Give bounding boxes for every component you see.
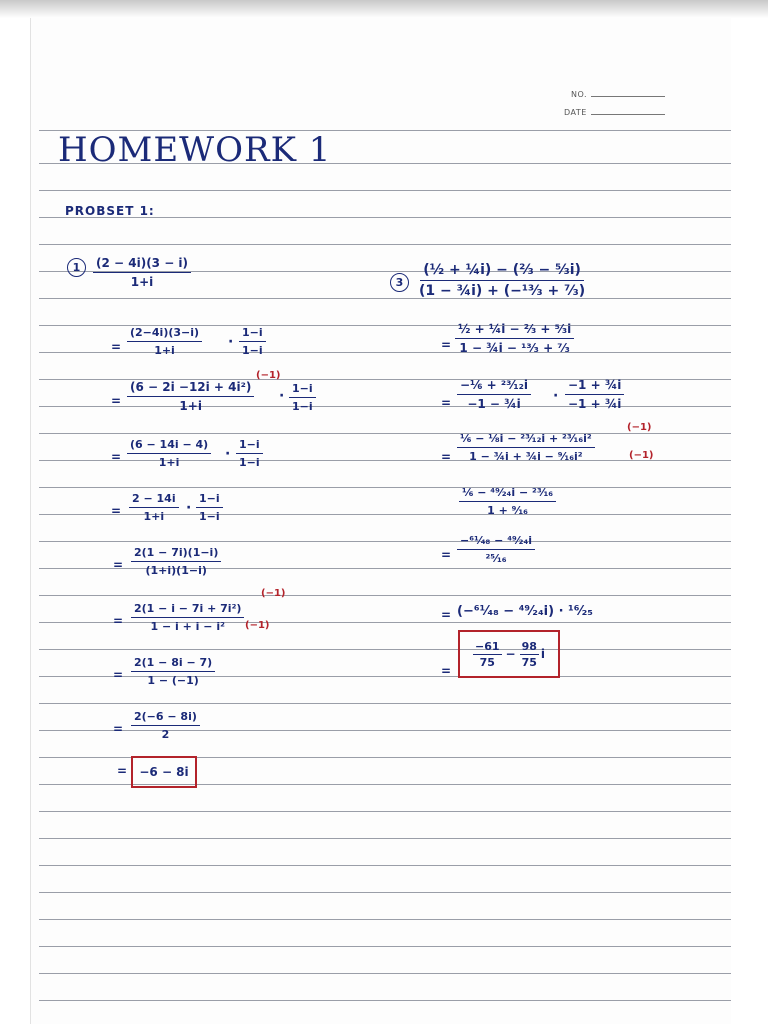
p1-step-4-den: 1+i [158,456,180,469]
p1-step-2-den: 1+i [154,344,175,357]
ruled-line [39,865,731,866]
page-title: HOMEWORK 1 [58,130,332,170]
p3-step-6 [457,534,535,565]
p1-step-3-mult [289,382,316,413]
p1-step-6-den: (1+i)(1−i) [145,564,207,577]
p1-step-4-mult-den: 1−i [239,456,260,469]
p1-step-9 [131,710,200,741]
ruled-line [39,595,731,596]
p3-step-4-num: ⅙ − ⅛i − ²³⁄₁₂i + ²³⁄₁₆i² [457,432,595,448]
p1-step-5-mult-den: 1−i [199,510,220,523]
p3-step-4 [457,432,595,463]
times-sign: · [186,500,192,516]
p3-step-1-den: (1 − ¾i) + (−¹³⁄₃ + ⁷⁄₃) [419,283,586,299]
ruled-line [39,811,731,812]
ruled-line [39,838,731,839]
p1-step-7 [131,602,244,633]
equals-sign: = [113,668,124,682]
no-label: NO. [571,90,587,99]
p1-step-8-num: 2(1 − 8i − 7) [131,656,215,672]
equals-sign: = [113,558,124,572]
minus-sign: − [505,647,516,661]
p1-step-4-num: (6 − 14i − 4) [127,438,211,454]
equals-sign: = [111,504,122,518]
equals-sign: = [441,664,452,678]
ruled-line [39,487,731,488]
problem-3-number: 3 [390,273,409,292]
p1-step-3-num: (6 − 2i −12i + 4i²) [127,380,254,397]
ruled-line [39,244,731,245]
p1-step-9-den: 2 [161,728,170,741]
ruled-line [39,703,731,704]
equals-sign: = [441,450,452,464]
equals-sign: = [441,608,452,622]
ruled-line [39,973,731,974]
p3-step-6-num: −⁶¹⁄₄₈ − ⁴⁹⁄₂₄i [457,534,535,550]
p3-step-7: (−⁶¹⁄₄₈ − ⁴⁹⁄₂₄i) · ¹⁶⁄₂₅ [457,604,594,619]
p1-answer: −6 − 8i [139,765,189,779]
ruled-line [39,433,731,434]
p1-step-4-mult [236,438,263,469]
p3-step-3 [457,378,531,411]
p1-answer-box [131,756,197,788]
p1-step-9-num: 2(−6 − 8i) [131,710,200,726]
p1-step-7-num: 2(1 − i − 7i + 7i²) [131,602,244,618]
p3-step-3-mult [565,378,624,411]
equals-sign: = [441,396,452,410]
p1-step-3-mult-den: 1−i [292,400,313,413]
p1-step-2-num: (2−4i)(3−i) [127,326,202,342]
p3-step-2-den: 1 − ¾i − ¹³⁄₃ + ⁷⁄₃ [459,341,570,355]
p1-step-3-mult-num: 1−i [289,382,316,398]
date-field [564,108,665,117]
p3-step-4-den: 1 − ¾i + ¾i − ⁹⁄₁₆i² [469,450,583,463]
equals-sign: = [111,340,122,354]
p3-step-4-note-num: (−1) [627,422,652,433]
p3-step-5-den: 1 + ⁹⁄₁₆ [487,504,528,517]
p3-step-5-num: ⅙ − ⁴⁹⁄₂₄i − ²³⁄₁₆ [459,486,556,502]
notebook-page [30,18,731,1024]
p1-step-5-mult [196,492,223,523]
p1-step-4 [127,438,211,469]
equals-sign: = [111,394,122,408]
p1-step-5-mult-num: 1−i [196,492,223,508]
ruled-line [39,946,731,947]
ruled-line [39,919,731,920]
p3-step-2 [455,322,574,355]
p1-step-7-den: 1 − i + i − i² [150,620,225,633]
p3-step-3-num: −⅙ + ²³⁄₁₂i [457,378,531,395]
page-top-edge [0,0,768,18]
p1-step-2-mult-den: 1−i [242,344,263,357]
p1-step-2 [127,326,202,357]
p3-answer-imag-num: 98 [521,639,537,653]
p1-step-7-note-num: (−1) [261,588,286,599]
equals-sign: = [441,338,452,352]
p1-step-5 [129,492,179,523]
p1-step-6 [131,546,221,577]
problem-1-number: 1 [67,258,86,277]
p1-step-2-mult [239,326,266,357]
ruled-line [39,298,731,299]
equals-sign: = [113,614,124,628]
equals-sign: = [441,548,452,562]
p3-step-3-mult-num: −1 + ¾i [565,378,624,395]
p3-answer-suffix: i [540,647,546,661]
p3-step-6-den: ²⁵⁄₁₆ [485,552,507,565]
p1-step-4-mult-num: 1−i [236,438,263,454]
times-sign: · [279,388,285,404]
p3-answer-imag-den: 75 [521,655,537,669]
p1-step-7-note-den: (−1) [245,620,270,631]
ruled-line [39,649,731,650]
date-label: DATE [564,108,587,117]
p3-answer-real [473,640,502,669]
p1-step-3-note: (−1) [256,370,281,381]
p1-step-6-num: 2(1 − 7i)(1−i) [131,546,221,562]
p1-step-5-num: 2 − 14i [129,492,179,508]
p1-step-1-den: 1+i [130,275,154,289]
p3-answer-box [458,630,560,678]
probset-heading: PROBSET 1: [65,204,155,218]
ruled-line [39,541,731,542]
p3-step-5 [459,486,556,517]
times-sign: · [225,446,231,462]
p1-step-8 [131,656,215,687]
p1-step-1 [93,256,191,289]
p1-step-3 [127,380,254,413]
p3-step-1 [419,262,585,299]
p3-answer-real-den: 75 [479,655,495,669]
p3-step-2-num: ½ + ¼i − ⅔ + ⁵⁄₃i [455,322,574,339]
ruled-line [39,892,731,893]
p3-step-3-den: −1 − ¾i [467,397,521,411]
times-sign: · [553,388,559,404]
p1-step-5-den: 1+i [143,510,165,523]
p3-answer-real-num: −61 [474,639,500,653]
no-field [571,90,665,99]
p3-step-3-mult-den: −1 + ¾i [568,397,622,411]
equals-sign: = [111,450,122,464]
times-sign: · [228,334,234,350]
p3-step-4-note-den: (−1) [629,450,654,461]
ruled-line [39,1000,731,1001]
p1-step-3-den: 1+i [179,399,202,413]
p1-step-1-num: (2 − 4i)(3 − i) [93,256,191,273]
equals-sign: = [113,722,124,736]
ruled-line [39,190,731,191]
p1-step-8-den: 1 − (−1) [147,674,199,687]
p3-step-1-num: (½ + ¼i) − (⅔ − ⁵⁄₃i) [420,262,584,281]
equals-sign: = [117,764,128,778]
p3-answer-imag [520,640,539,669]
p1-step-2-mult-num: 1−i [239,326,266,342]
